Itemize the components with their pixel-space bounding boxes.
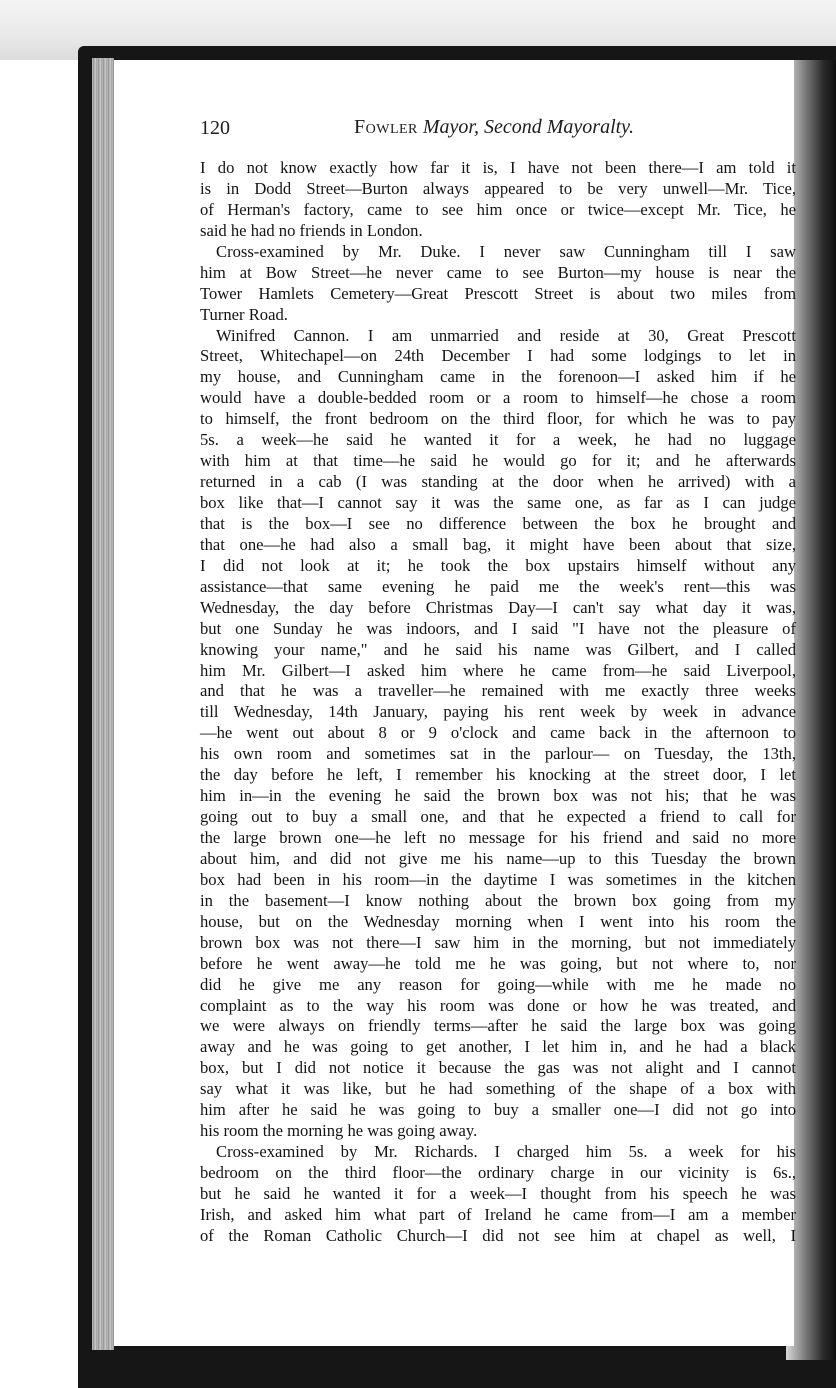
text-line: his own room and sometimes sat in the parlour— on Tuesday, the 13th, (200, 744, 796, 764)
body-text (200, 158, 796, 1247)
text-line: away and he was going to get another, I let him in, and he had a black (200, 1037, 796, 1057)
text-line: I do not know exactly how far it is, I have not been there—I am told it (200, 158, 796, 177)
text-line: till Wednesday, 14th January, paying his rent week by week in advance (200, 702, 796, 722)
text-line: him at Bow Street—he never came to see Burton—my house is near the (200, 262, 796, 282)
text-line: him in—in the evening he said the brown box was not his; that he was (200, 786, 796, 806)
text-line: to himself, the front bedroom on the third floor, for which he was to pay (200, 409, 796, 429)
text-line: his room the morning he was going away. (200, 1121, 478, 1141)
text-line: 5s. a week—he said he wanted it for a week, he had no luggage (200, 430, 796, 450)
text-line: my house, and Cunningham came in the forenoon—I asked him if he (200, 367, 796, 387)
text-line: say what it was like, but he had something of the shape of a box with (200, 1079, 796, 1099)
text-line: him Mr. Gilbert—I asked him where he came from—he said Liverpool, (200, 660, 796, 680)
text-line: Cross-examined by Mr. Duke. I never saw Cunningham till I saw (216, 241, 796, 261)
text-line: would have a double-bedded room or a room to himself—he chose a room (200, 388, 796, 408)
page-number: 120 (200, 117, 230, 139)
text-line: —he went out about 8 or 9 o'clock and came back in the afternoon to (200, 723, 796, 743)
text-line: said he had no friends in London. (200, 220, 423, 240)
text-line: about him, and did not give me his name—up to this Tuesday the brown (200, 848, 796, 868)
text-line: the large brown one—he left no message for his friend and said no more (200, 828, 796, 847)
text-line: with him at that time—he said he would go for it; and he afterwards (200, 451, 796, 471)
running-head-name: Fowler (354, 116, 418, 138)
text-line: Turner Road. (200, 304, 288, 324)
text-line: knowing your name," and he said his name was Gilbert, and I called (200, 639, 796, 659)
text-line: did he give me any reason for going—while with me he made no (200, 974, 796, 994)
text-line: box, but I did not notice it because the gas was not alight and I cannot (200, 1058, 796, 1078)
running-head-title: Mayor, Second Mayoralty. (422, 116, 634, 138)
text-line: assistance—that same evening he paid me the week's rent—this was (200, 576, 796, 596)
text-line: Wednesday, the day before Christmas Day—I can't say what day it was, (200, 597, 796, 617)
text-line: complaint as to the way his room was done or how he was treated, and (200, 995, 796, 1015)
text-line: him after he said he was going to buy a smaller one—I did not go into (200, 1100, 796, 1120)
text-line: and that he was a traveller—he remained with me exactly three weeks (200, 681, 796, 701)
text-line: that is the box—I see no difference between the box he brought and (200, 513, 796, 533)
page-edges (92, 58, 114, 1350)
text-line: I did not look at it; he took the box upstairs himself without any (200, 555, 796, 575)
text-line: Street, Whitechapel—on 24th December I had some lodgings to let in (200, 346, 796, 366)
text-line: brown box was not there—I saw him in the morning, but not immediately (200, 932, 796, 952)
text-line: house, but on the Wednesday morning when I went into his room the (200, 911, 796, 931)
running-head (354, 116, 634, 139)
text-line: going out to buy a small one, and that he expected a friend to call for (200, 807, 796, 827)
text-line: of the Roman Catholic Church—I did not see him at chapel as well, I (200, 1225, 796, 1245)
text-line: before he went away—he told me he was going, but not where to, nor (200, 953, 796, 973)
book-page (114, 60, 794, 1346)
text-line: box like that—I cannot say it was the same one, as far as I can judge (200, 493, 796, 512)
text-line: Irish, and asked him what part of Ireland he came from—I am a member (200, 1204, 796, 1224)
text-line: of Herman's factory, came to see him once or twice—except Mr. Tice, he (200, 199, 796, 219)
text-line: Tower Hamlets Cemetery—Great Prescott Street is about two miles from (200, 283, 796, 303)
text-line: but one Sunday he was indoors, and I said "I have not the pleasure of (200, 618, 796, 638)
text-line: the day before he left, I remember his knocking at the street door, I let (200, 765, 796, 785)
text-line: is in Dodd Street—Burton always appeared to be very unwell—Mr. Tice, (200, 178, 796, 198)
text-line: box had been in his room—in the daytime I was sometimes in the kitchen (200, 869, 796, 889)
text-line: returned in a cab (I was standing at the door when he arrived) with a (200, 472, 796, 492)
text-line: Cross-examined by Mr. Richards. I charged him 5s. a week for his (216, 1142, 796, 1162)
text-line: bedroom on the third floor—the ordinary charge in our vicinity is 6s., (200, 1163, 796, 1182)
text-line: in the basement—I know nothing about the brown box going from my (200, 890, 796, 910)
text-line: Winifred Cannon. I am unmarried and reside at 30, Great Prescott (216, 325, 796, 345)
text-line: that one—he had also a small bag, it might have been about that size, (200, 534, 796, 554)
text-line: we were always on friendly terms—after he said the large box was going (200, 1016, 796, 1036)
text-line: but he said he wanted it for a week—I thought from his speech he was (200, 1183, 796, 1203)
